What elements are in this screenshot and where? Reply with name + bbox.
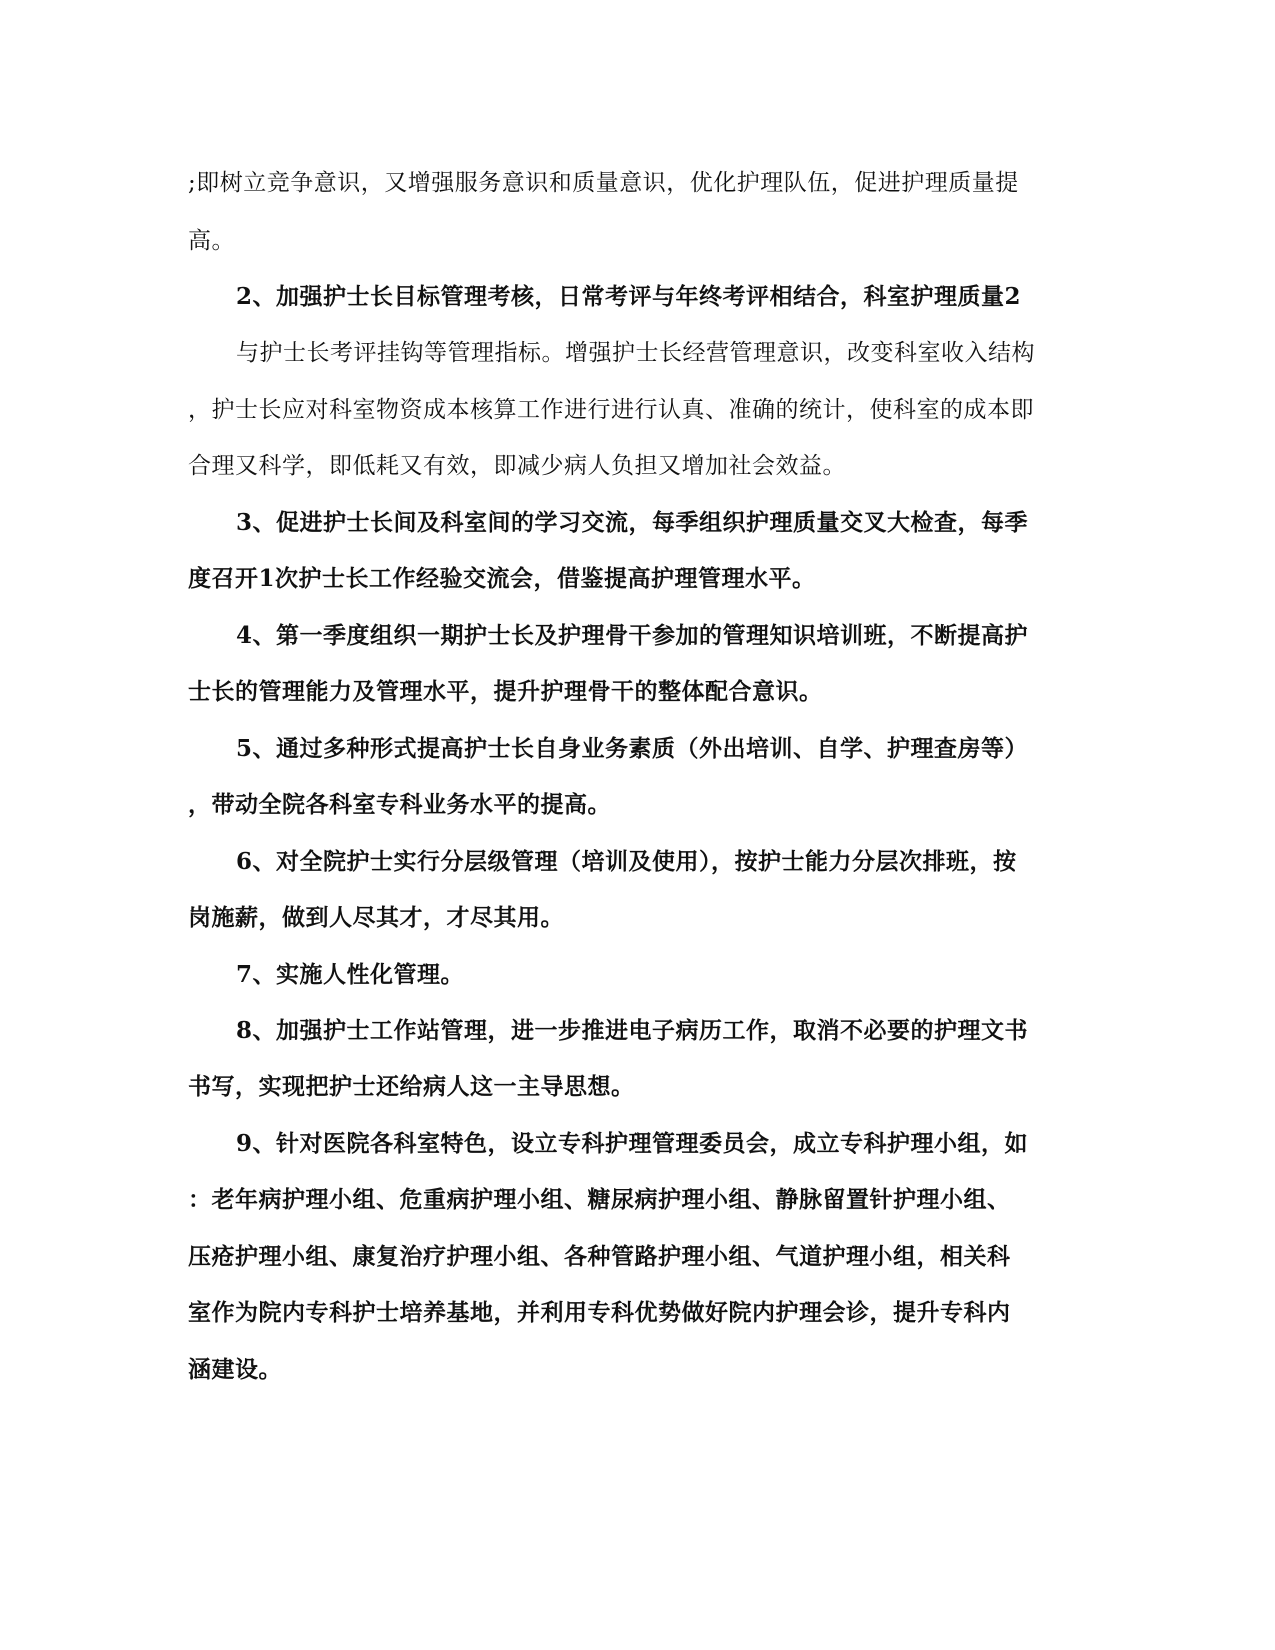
- paragraph-line: ，带动全院各科室专科业务水平的提高。: [188, 791, 611, 818]
- paragraph-line: 与护士长考评挂钩等管理指标。增强护士长经营管理意识，改变科室收入结构: [236, 340, 1035, 366]
- paragraph-line: ：老年病护理小组、危重病护理小组、糖尿病护理小组、静脉留置针护理小组、: [188, 1186, 1011, 1213]
- paragraph-line: 岗施薪，做到人尽其才，才尽其用。: [188, 904, 564, 931]
- paragraph-line: 2、加强护士长目标管理考核，日常考评与年终考评相结合，科室护理质量2: [236, 283, 1022, 310]
- paragraph-line: 高。: [188, 228, 235, 254]
- paragraph-line: 度召开1次护士长工作经验交流会，借鉴提高护理管理水平。: [188, 565, 816, 592]
- paragraph-line: 书写，实现把护士还给病人这一主导思想。: [188, 1073, 635, 1100]
- paragraph-line: 6、对全院护士实行分层级管理（培训及使用），按护士能力分层次排班，按: [236, 848, 1017, 875]
- paragraph-line: 8、加强护士工作站管理，进一步推进电子病历工作，取消不必要的护理文书: [236, 1017, 1029, 1044]
- paragraph-line: ，护士长应对科室物资成本核算工作进行进行认真、准确的统计，使科室的成本即: [188, 397, 1034, 423]
- paragraph-line: ;即树立竞争意识，又增强服务意识和质量意识，优化护理队伍，促进护理质量提: [188, 170, 1019, 196]
- paragraph-line: 7、实施人性化管理。: [236, 961, 465, 988]
- paragraph-line: 合理又科学，即低耗又有效，即减少病人负担又增加社会效益。: [188, 453, 846, 479]
- paragraph-line: 士长的管理能力及管理水平，提升护理骨干的整体配合意识。: [188, 678, 823, 705]
- paragraph-line: 9、针对医院各科室特色，设立专科护理管理委员会，成立专科护理小组，如: [236, 1130, 1029, 1157]
- paragraph-line: 3、促进护士长间及科室间的学习交流，每季组织护理质量交叉大检查，每季: [236, 509, 1029, 536]
- paragraph-line: 涵建设。: [188, 1356, 282, 1383]
- paragraph-line: 压疮护理小组、康复治疗护理小组、各种管路护理小组、气道护理小组，相关科: [188, 1243, 1011, 1270]
- paragraph-line: 室作为院内专科护士培养基地，并利用专科优势做好院内护理会诊，提升专科内: [188, 1299, 1011, 1326]
- paragraph-line: 4、第一季度组织一期护士长及护理骨干参加的管理知识培训班，不断提高护: [236, 622, 1029, 649]
- paragraph-line: 5、通过多种形式提高护士长自身业务素质（外出培训、自学、护理查房等）: [236, 735, 1029, 762]
